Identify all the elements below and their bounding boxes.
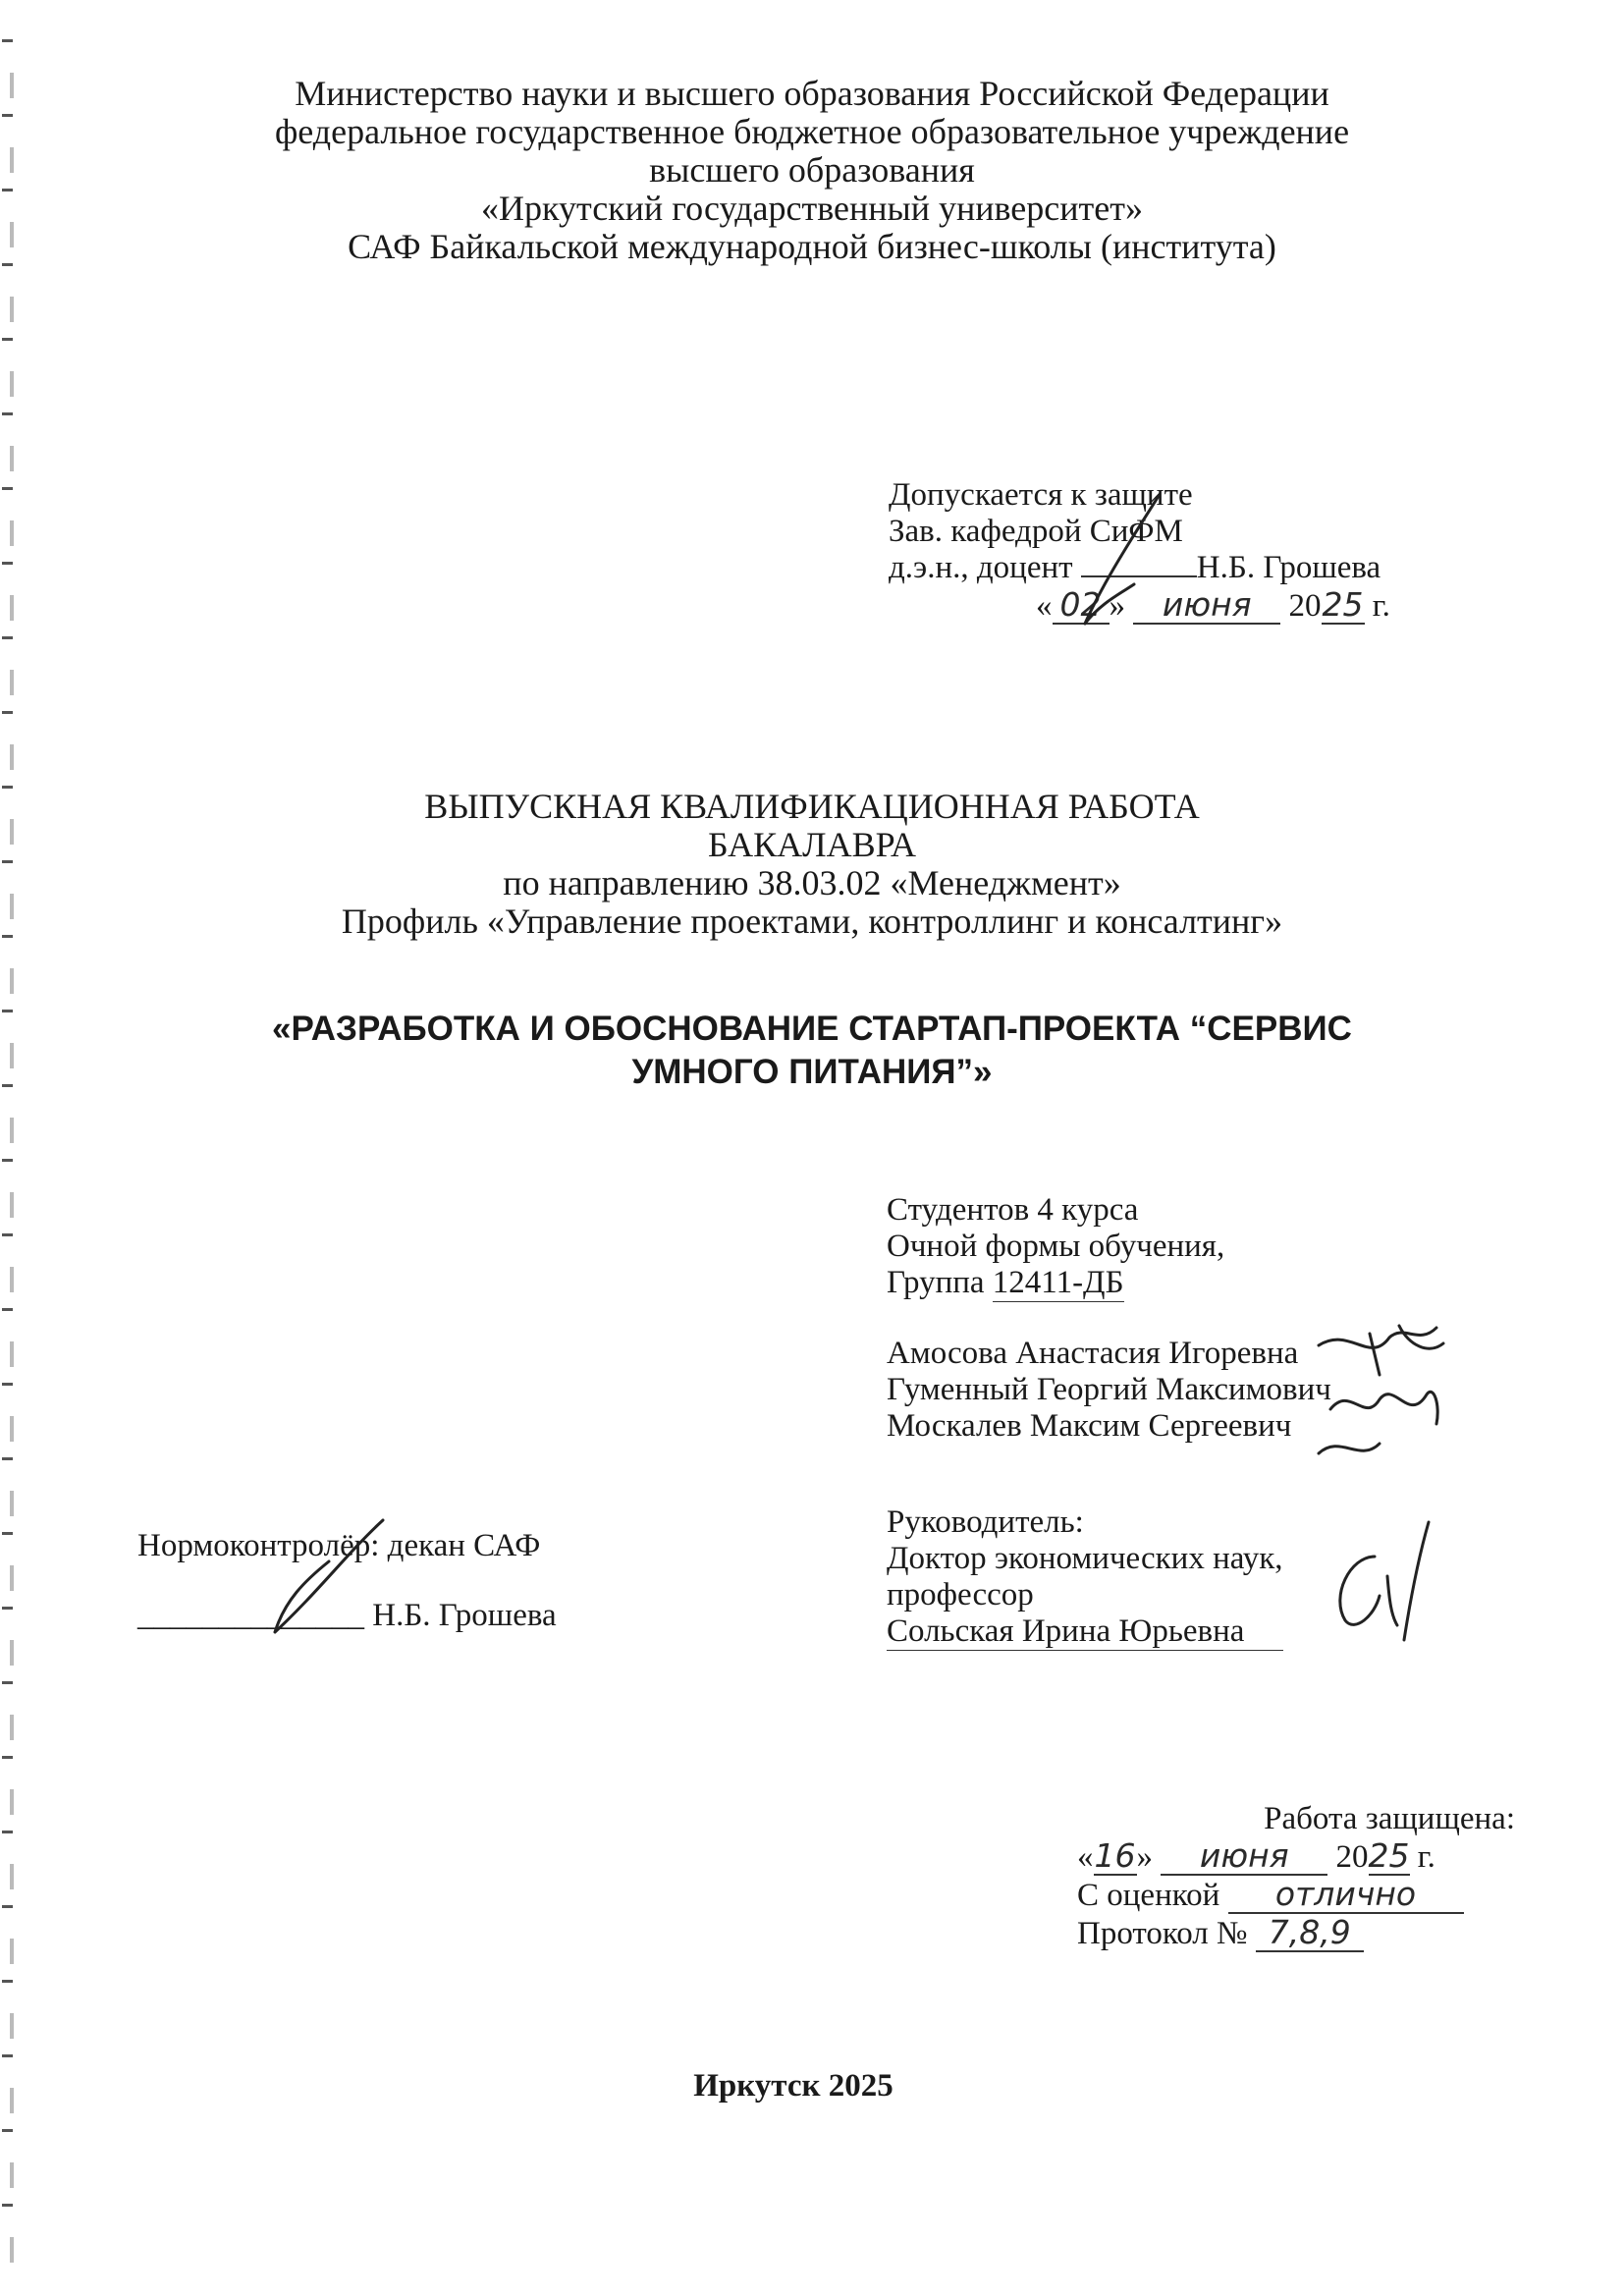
binding-hole — [10, 1491, 14, 1516]
binding-hole — [10, 1416, 14, 1442]
ministry-header — [0, 75, 1624, 266]
normcontrol-block — [137, 1528, 687, 1634]
approval-position: д.э.н., доцент — [889, 550, 1073, 585]
binding-hole — [2, 338, 13, 341]
student-signatures — [1311, 1316, 1448, 1473]
approval-date-year: 25 — [1322, 585, 1364, 624]
header-line-1: Министерство науки и высшего образования Российской Федерации — [295, 74, 1329, 113]
binding-hole — [2, 2129, 13, 2132]
binding-hole — [2, 1756, 13, 1759]
defense-protocol — [1077, 1914, 1588, 1952]
approval-signature — [1065, 486, 1183, 633]
approval-date-month: июня — [1133, 586, 1280, 625]
header-line-5: САФ Байкальской международной бизнес-школы (института) — [348, 227, 1276, 266]
defense-protocol-label: Протокол № — [1077, 1916, 1248, 1951]
binding-hole — [2, 487, 13, 490]
binding-hole — [10, 297, 14, 322]
normcontrol-signature — [245, 1512, 393, 1640]
binding-hole — [10, 446, 14, 471]
defense-date-day: 16 — [1094, 1836, 1136, 1875]
thesis-title-block — [0, 788, 1624, 941]
approval-date-day: 02 — [1053, 586, 1110, 625]
city-year: Иркутск 2025 — [693, 2068, 893, 2104]
binding-hole — [10, 1939, 14, 1964]
defense-date: «16» июня 2025 г. — [1077, 1836, 1435, 1875]
binding-hole — [2, 2054, 13, 2057]
binding-hole — [2, 711, 13, 714]
binding-hole — [10, 1565, 14, 1591]
thesis-type-line-2: БАКАЛАВРА — [707, 825, 917, 864]
defense-block — [1077, 1801, 1588, 1952]
binding-hole — [2, 1905, 13, 1908]
binding-hole — [10, 1715, 14, 1740]
student-name-2: Гуменный Георгий Максимович — [887, 1372, 1331, 1407]
normcontrol-sign-line — [137, 1598, 687, 1634]
thesis-topic-line-1: «РАЗРАБОТКА И ОБОСНОВАНИЕ СТАРТАП-ПРОЕКТА “СЕРВИС — [272, 1010, 1352, 1048]
students-block — [887, 1192, 1594, 1445]
binding-marks — [0, 0, 29, 2296]
binding-hole — [2, 1980, 13, 1983]
binding-hole — [2, 636, 13, 639]
normcontrol-name: Н.Б. Грошева — [372, 1598, 557, 1633]
approval-block — [889, 477, 1596, 625]
binding-hole — [10, 1864, 14, 1889]
binding-hole — [2, 1383, 13, 1386]
student-name-3: Москалев Максим Сергеевич — [887, 1408, 1292, 1444]
binding-hole — [10, 1341, 14, 1367]
normcontrol-label: Нормоконтролёр: декан САФ — [137, 1528, 541, 1563]
thesis-direction: по направлению 38.03.02 «Менеджмент» — [503, 863, 1121, 902]
binding-hole — [2, 1831, 13, 1833]
supervisor-title: профессор — [887, 1577, 1034, 1613]
approval-name: Н.Б. Грошева — [1196, 550, 1381, 585]
approval-line-1: Допускается к защите — [889, 477, 1193, 513]
header-line-2: федеральное государственное бюджетное образовательное учреждение — [274, 112, 1350, 151]
binding-hole — [10, 1267, 14, 1292]
students-course: Студентов 4 курса — [887, 1192, 1139, 1228]
defense-grade-label: С оценкой — [1077, 1878, 1220, 1913]
defense-date-year: 25 — [1368, 1836, 1410, 1875]
students-group: Группа 12411-ДБ — [887, 1265, 1124, 1300]
defense-label: Работа защищена: — [1264, 1801, 1515, 1836]
approval-line-3 — [889, 550, 1596, 586]
supervisor-degree: Доктор экономических наук, — [887, 1541, 1283, 1576]
binding-hole — [2, 1607, 13, 1610]
binding-hole — [10, 1118, 14, 1143]
binding-hole — [10, 1640, 14, 1666]
header-line-4: «Иркутский государственный университет» — [481, 189, 1143, 228]
binding-hole — [10, 1789, 14, 1815]
binding-hole — [10, 595, 14, 621]
binding-hole — [10, 371, 14, 397]
binding-hole — [2, 1532, 13, 1535]
defense-grade — [1077, 1876, 1588, 1914]
binding-hole — [2, 562, 13, 565]
supervisor-signature — [1321, 1517, 1448, 1645]
normcontrol-blank: ______________ — [137, 1598, 364, 1633]
header-line-3: высшего образования — [649, 150, 975, 190]
supervisor-label: Руководитель: — [887, 1504, 1084, 1540]
binding-hole — [10, 744, 14, 770]
binding-hole — [2, 1457, 13, 1460]
students-form: Очной формы обучения, — [887, 1229, 1225, 1264]
binding-hole — [10, 1192, 14, 1218]
binding-hole — [10, 520, 14, 546]
binding-hole — [10, 2162, 14, 2188]
binding-hole — [2, 1159, 13, 1162]
defense-grade-value: отлично — [1228, 1876, 1464, 1914]
approval-line-2: Зав. кафедрой СиФМ — [889, 514, 1183, 549]
defense-date-month: июня — [1161, 1837, 1327, 1876]
binding-hole — [2, 1681, 13, 1684]
thesis-type-line-1: ВЫПУСКНАЯ КВАЛИФИКАЦИОННАЯ РАБОТА — [424, 787, 1200, 826]
binding-hole — [2, 2204, 13, 2207]
thesis-topic — [0, 1008, 1624, 1094]
binding-hole — [10, 2237, 14, 2263]
supervisor-name: Сольская Ирина Юрьевна — [887, 1613, 1283, 1651]
binding-hole — [10, 2013, 14, 2039]
binding-hole — [2, 412, 13, 415]
binding-hole — [2, 1308, 13, 1311]
students-group-value: 12411-ДБ — [992, 1265, 1124, 1300]
student-name-1: Амосова Анастасия Игоревна — [887, 1336, 1299, 1371]
binding-hole — [2, 1233, 13, 1236]
thesis-profile: Профиль «Управление проектами, контроллинг и консалтинг» — [341, 902, 1283, 941]
thesis-topic-line-2: УМНОГО ПИТАНИЯ”» — [631, 1053, 993, 1091]
approval-date: « 02 » июня 2025 г. — [1036, 585, 1390, 624]
binding-hole — [2, 39, 13, 42]
defense-protocol-value: 7,8,9 — [1256, 1914, 1364, 1952]
binding-hole — [10, 670, 14, 695]
binding-hole — [10, 968, 14, 994]
